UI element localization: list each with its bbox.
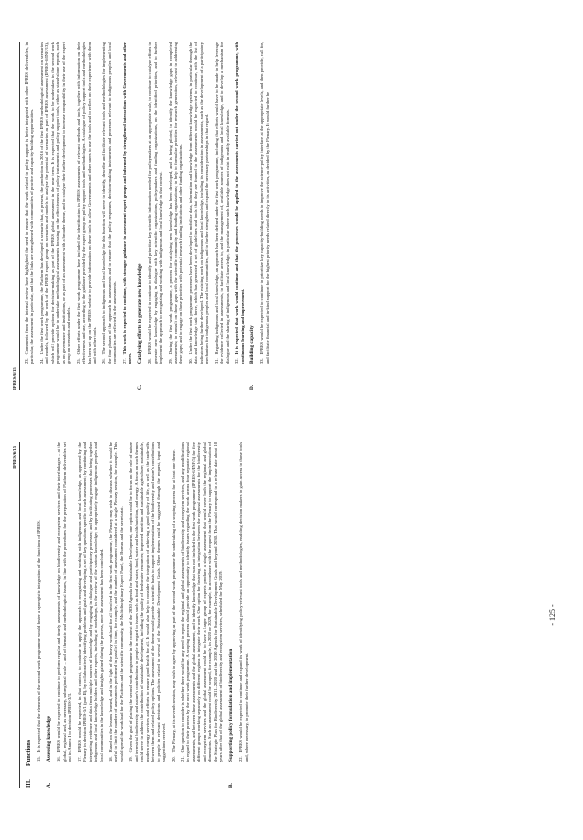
paragraph-number: 30. [187,358,193,364]
subsection-title: Assessing knowledge [45,716,52,762]
paragraph-text: The second approach to indigenous and local knowledge for this function will serve to identify, describe and facilitate relevant tools and methodologies for implementing the four phases of the approach in assessments and to ensure that the policy responses, decision-making instruments and processes relevant to indigenous peoples and local communities are reflected in the assessments. [101,42,118,364]
paragraph-number: 21. [179,756,185,762]
paragraph-29 [168,42,184,364]
paragraph-text: Other efforts under the first work programme have included the identification in IPBES assessments of relevant methods and tools, together with information on their effectiveness and use, according to the guidance provided by the expert group on policy support tools and methodologies. A catalogue of policy support tools and methodologies has been set up on the IPBES website to provide information on these tools to allow Governments and other users to use the tools and to reflect on their experience with them and with other tools. [75,42,97,364]
subsection-letter: B. [227,783,234,788]
paragraph-number: 33. [259,358,265,364]
subsection-letter: C. [136,384,143,390]
paragraph-text: Under the first work programme processes have been developed to mobilize data, information and knowledge from different knowledge systems, in particular through the data and knowledge task force, which has generated a set of guidelines and tools that they are framed to the assessments would be expected to continue, with the list of indicators being further developed. The existing work on indigenous and local knowledge, including its consideration in assessments, such as the development of a participatory mechanism for indigenous peoples and local communities, and to further strengthen and expand the necessary partnerships in that regard. [187,42,210,364]
paragraph-text: Under the first work programme, the Platform has developed a scenario that, at present, the production in 2016 of the first IPBES methodological assessment on scenarios and models, followed by the work of the IPBES expert group on scenarios and models to analyse the potential of scenarios as part of IPBES assessment (IPBES-6/INF/13), which will provide options for decision-making as part of the IPBES global assessment in the near term. It is expected that the work to be undertaken in the second work programme would be to undertake methodological assessments focusing on the effectiveness of policy instruments and policy support tools, either as stand-alone reports, such as on governance and institutions, or as part of an assessment with a broader theme, and to catalyse their further development to increase comparability in their use of the expert group on scenarios and models. [38,42,72,364]
paragraph-number: 26. [101,358,107,364]
paragraph-number: 15. [36,756,42,762]
paragraph-text: IPBES would be expected to continue and expand its work of identifying policy-relevant tools and methodologies, enabling decision makers to gain access to those tools and, where necessary, to promote their further development. [238,442,249,762]
subsection-title: Supporting policy formulation and implementation [227,648,234,762]
running-header-right: IPBES/6/15 [12,367,17,390]
paragraph-number: 24. [38,358,44,364]
paragraph-30 [188,42,210,364]
paragraph-text: This work is expected to continue, with stronger guidance to assessment expert groups and informed by strengthened interactions with Governments and other users. [121,42,133,364]
paragraph-number: 28. [147,358,153,364]
paragraph-32 [234,42,245,364]
paragraph-20 [171,442,176,762]
paragraph-text: It is expected that work would continue and that the processes would be applied to the assessments carried out under the second work programme, with continuous learning and improvement. [234,42,245,364]
left-column [24,442,253,788]
section-title: Functions [25,739,32,766]
subsection-title: Catalysing efforts to generate new knowledge [136,263,143,364]
subsection-letter: A. [45,782,52,788]
paragraph-number: 31. [213,358,219,364]
paragraph-number: 16. [56,756,62,762]
page-number: - 125 - [548,604,557,626]
paragraph-number: 27. [121,358,127,364]
paragraph-number: 29. [167,358,173,364]
paragraph-26 [101,42,117,364]
running-header-left: IPBES/6/15 [12,446,17,469]
subsection-title: Building capacity [248,325,255,364]
subsection-heading-b [229,442,234,788]
paragraph-number: 23. [24,358,29,364]
paragraph-text: Regarding indigenous and local knowledge, an approach has been defined under the first work programme, including that efforts would have to be made to help leverage the evidence collected in assessments, to facilitate access to, and the management of, available sources of indigenous and local knowledge, and to develop a mechanism for dialogue and the sharing of indigenous and local knowledge, in particular where such knowledge does not exist in readily available formats. [213,42,230,364]
header-rule-left [19,442,20,788]
paragraph-22 [238,442,249,762]
subsection-heading-d [250,42,255,390]
paragraph-number: 17. [76,756,82,762]
paragraph-text: One question to consider is whether there would be any need to repeat the regional and global assessments of biodiversity and ecosystem services, and any modifications in regard to their process by the next work programme. A scoping process should provide an opportunity to identify issues regarding the work across four separate regional assessments, and between those assessments and the global assessment, and to identify knowledge that was not included in the first work programme (IPBES-6/INF/5) for five different groups working separately on different regions to integrate their work. One option for fostering an integration between the regional assessments for the biodiversity and ecosystem services and the global assessment could be to have a larger group of experts produce a single assessment that would cover both the regional and global dimensions. Such an assessment could be scoped, for example, in 2020 or 2029, for example, in accordance with the request from the Plenary to support the implementation of the Strategic Plan for Biodiversity 2011–2020 and the 2030 Agenda for Sustainable Development Goals and beyond 2030. That would correspond to a release date about 10 years after that of the global assessment of biodiversity and ecosystem services, scheduled for May 2019. [179,442,224,762]
paragraph-text: Based on the lessons learned, and in the light of the heavy workload for all involved in the first work programme, the Plenary may wish to discuss whether it would be useful to limit the number of assessments performed in parallel in time, for example, and the number of assessment considered at a single Plenary session, for example. This would spread the workload for the Platform and the scientific community, the Multidisciplinary Expert Panel, the Bureau and the secretariat. [107,442,124,762]
subsection-heading-a [47,442,52,788]
section-number: III. [25,779,32,788]
paragraph-number: 22. [238,756,244,762]
paragraph-27 [122,42,133,364]
paragraph-23 [24,42,35,364]
paragraph-number: 20. [170,756,176,762]
header-rule-right [19,42,20,390]
paragraph-number: 19. [128,756,134,762]
paragraph-text: IPBES would be expected to continue to perform regular and timely assessments of knowledge on biodiversity and ecosystem services and their interlinkages – at the global, regional and, as necessary, subregional scale – and of thematic and methodological issues, in line with the procedures for the preparation of Platform deliverables set out in Annex I to decision IPBES-3/3. [56,442,73,762]
subsection-letter: D. [248,384,255,390]
paragraph-number: 25. [75,358,81,364]
paragraph-17 [77,442,104,762]
paragraph-16 [56,442,72,762]
paragraph-text: Given the goal of placing the second work programme in the context of the 2030 Agenda for Sustainable Development, one option could be to focus on the role of nature and terrestrial biodiversity and nature's contributions to people in regard to issues such as food and water, food, water and health/nutrition, and energy. A focus on such themes could serve to address the contribution of sustainable development, including the quality of freshwater resources; improved nutrition and sustainable agriculture; sustainable, modern energy services and efforts to ensure good health for all. It would also help to consider the integration of achieving a good quality of life, as well as the trade-offs between them and related policy options. The assessment of the theme would provide a scientific basis to support implementation of the biodiversity and nature's contributions to people in relevant decisions and policies related to several of the Sustainable Development Goals. Other themes could be suggested through the request, input and suggestions received. [128,442,167,762]
right-column [24,42,274,390]
paragraph-text: The Plenary, at its seventh session, may wish to agree by approving as part of the second work programme the undertaking of a scoping process for at least one theme. [170,449,176,753]
paragraph-18 [108,442,124,762]
paragraph-number: 18. [107,756,113,762]
section-heading [26,442,31,788]
paragraph-24 [39,42,72,364]
paragraph-text: During the first work programme, a process for catalysing new knowledge has been developed, and is being piloted, to identify the knowledge gaps in completed assessments; to consult on those gaps with the scientific community and funding organizations; to help to formalize priorities for research generation, relevant to addressing these gaps; and to engage on those priorities with potential research funding institutions and other funding organizations. [167,42,184,364]
paragraph-25 [76,42,98,364]
paragraph-19 [128,442,166,762]
paragraph-text: It is expected that the elements of the second work programme would foster a synergistic integration of the functions of IPBES. [36,520,42,753]
paragraph-text: IPBES would be expected to continue to prioritize key capacity-building needs to improve the science-policy interface at the appropriate levels, and then provide, call for, and facilitate financial and in-kind support for the highest priority needs related directly to its activities, as decided by the Plenary. It would further be [259,42,270,364]
subsection-heading-c [138,42,143,390]
paragraph-31 [214,42,230,364]
paragraph-21 [180,442,224,762]
paragraph-text: IPBES would be expected, in that context, to continue to apply the approach to recognizing and working with indigenous and local knowledge, as approved by the Plenary in decision IPBES-5/1 (part II), by collaboratively identifying problems and goals and developing a set of key questions specific to each assessment; by combining and interpreting evidence and data from multiple sources of knowledge and by engaging in dialogue and participatory processes; and by facilitating processes that bring together indigenous and local knowledge holders and other experts, including at workshops, in the review of the various knowledge; to appropriately engage indigenous peoples and local communities in the knowledge and insights gained during the process, once the assessment has been concluded. [76,442,104,762]
paragraph-15 [36,442,41,762]
paragraph-text: Comments from the internal review have highlighted the need to ensure that the work related to policy support is better integrated with other IPBES deliverables, in particular, the assessment in particular, and that the links are strengthened with communities of practice and capacity-building opportunities. [24,42,35,364]
paragraph-number: 32. [234,358,240,364]
paragraph-text: IPBES would be expected to continue to identify and prioritize key scientific information needed for policymakers at an appropriate scale, to continue to catalyse efforts to generate new knowledge by engaging in dialogue with key scientific organizations, policymakers and funding organizations, on the identified priorities, and to further implement the approach to recognizing and working with indigenous and local knowledge in that context. [147,42,164,364]
paragraph-28 [147,42,163,364]
paragraph-33 [259,42,270,364]
